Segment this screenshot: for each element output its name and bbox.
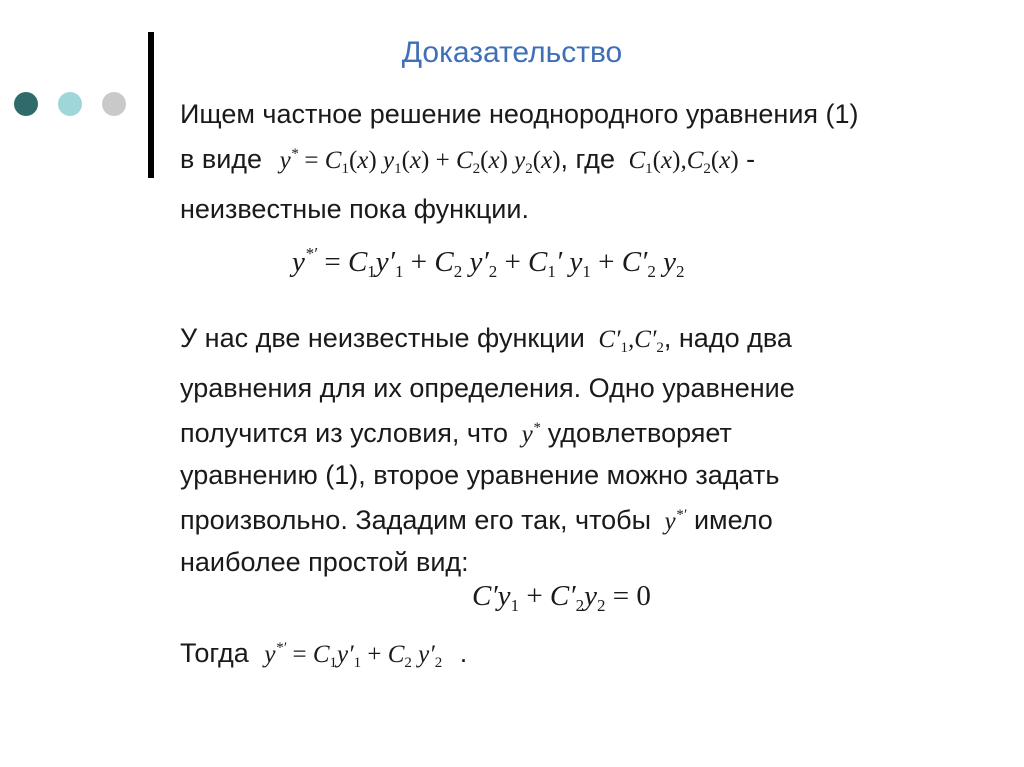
formula-condition: $C'y_1 + C'_2y_2 = 0$ xyxy=(472,580,651,615)
formula-result: $y^{*'} = C_1y'_1 + C_2$ $y'_2$ xyxy=(264,640,443,671)
p1-line-2: в виде $y^* = C_1(x) y_1(x) + C_2(x)$ $y_2(x)$, где $C_1(x),C_2(x)$ - xyxy=(180,144,756,177)
p2-line-1: У нас две неизвестные функции $C'_1,C'_2$, надо два xyxy=(180,323,792,356)
paragraph-2 xyxy=(180,318,795,582)
formula-particular-solution: $y^* = C_1(x) y_1(x) + C_2(x)$ $y_2(x)$ xyxy=(279,146,561,177)
decor-dot-gray-icon xyxy=(102,92,126,116)
p2-line-3: получится из условия, что y* удовлетворяет xyxy=(180,418,732,448)
formula-derivative: $y^{*'} = C_1y'_1 + C_2$ $y'_2 + C_1'$ $y_1 + C'_2$ $y_2$ xyxy=(292,244,685,281)
formula-unknown-functions: $C_1(x),C_2(x)$ xyxy=(628,147,739,177)
formula-c-prime: $C'_1,C'_2$ xyxy=(598,326,664,356)
p1-line-1: Ищем частное решение неоднородного уравнения (1) xyxy=(180,99,859,129)
decor-dot-dark-icon xyxy=(14,92,38,116)
formula-y-star-prime: y*′ xyxy=(664,507,687,535)
p2-line-6: наиболее простой вид: xyxy=(180,547,469,577)
p2-line-2: уравнения для их определения. Одно уравнение xyxy=(180,373,795,403)
paragraph-3: Тогда $y^{*'} = C_1y'_1 + C_2$ $y'_2$ . xyxy=(180,638,468,671)
p2-line-5: произвольно. Зададим его так, чтобы y*′ имело xyxy=(180,505,773,535)
p2-line-4: уравнению (1), второе уравнение можно задать xyxy=(180,460,780,490)
formula-y-star: y* xyxy=(521,420,541,448)
p1-line-3: неизвестные пока функции. xyxy=(180,194,529,224)
paragraph-1 xyxy=(180,94,859,229)
decor-dot-light-icon xyxy=(58,92,82,116)
slide-title: Доказательство xyxy=(401,36,623,69)
